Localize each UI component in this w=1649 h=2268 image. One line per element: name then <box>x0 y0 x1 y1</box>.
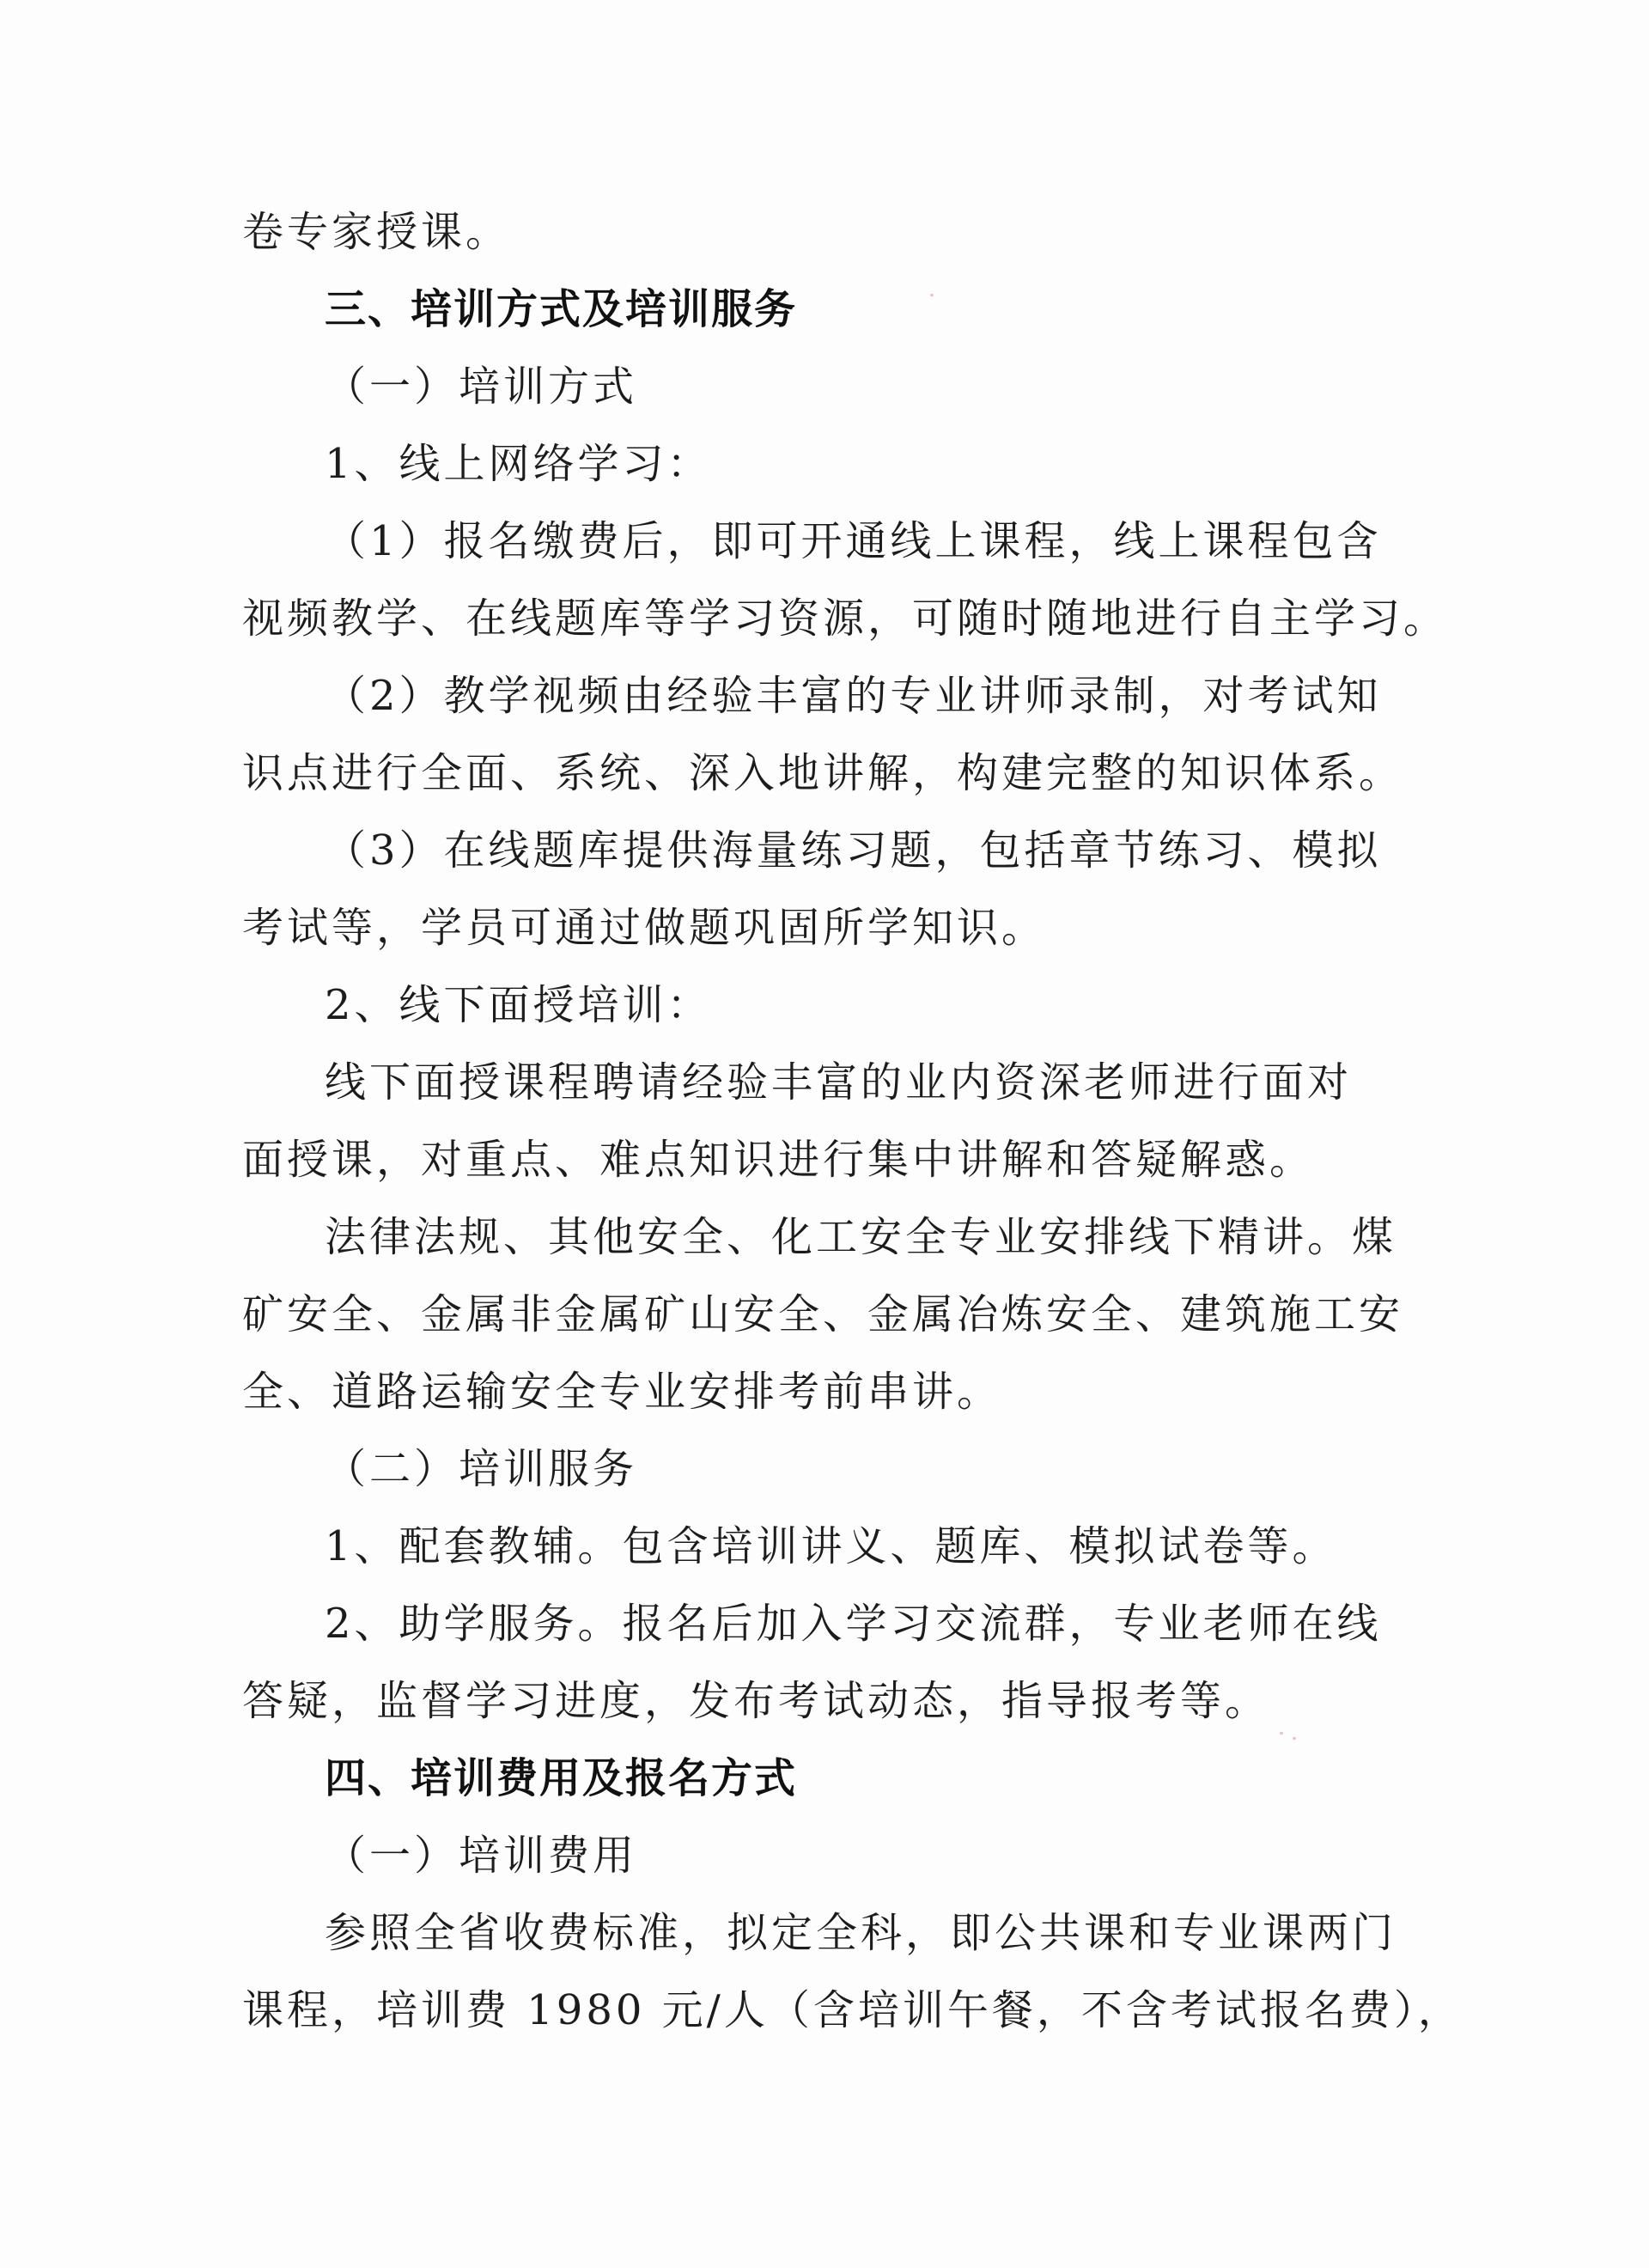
scan-speck <box>930 294 934 296</box>
paragraph-online-1-line-1: （1）报名缴费后，即可开通线上课程，线上课程包含 <box>325 517 1382 565</box>
paragraph-service-2-line-2: 答疑，监督学习进度，发布考试动态，指导报考等。 <box>242 1677 1270 1725</box>
scan-speck <box>1293 1737 1296 1740</box>
paragraph-specialties-line-3: 全、道路运输安全专业安排考前串讲。 <box>242 1368 1002 1416</box>
paragraph-specialties-line-1: 法律法规、其他安全、化工安全专业安排线下精讲。煤 <box>325 1213 1397 1261</box>
paragraph-fee-line-2: 课程，培训费 1980 元/人（含培训午餐，不含考试报名费）， <box>242 1986 1463 2034</box>
item-heading-offline-training: 2、线下面授培训： <box>325 981 712 1029</box>
paragraph-online-2-line-1: （2）教学视频由经验丰富的专业讲师录制，对考试知 <box>325 672 1382 720</box>
subsection-heading-training-fee: （一）培训费用 <box>325 1832 638 1880</box>
paragraph-offline-line-1: 线下面授课程聘请经验丰富的业内资深老师进行面对 <box>325 1058 1353 1107</box>
scan-speck <box>1280 1732 1283 1735</box>
paragraph-offline-line-2: 面授课，对重点、难点知识进行集中讲解和答疑解惑。 <box>242 1136 1315 1184</box>
section-heading-4: 四、培训费用及报名方式 <box>325 1754 798 1802</box>
paragraph-online-2-line-2: 识点进行全面、系统、深入地讲解，构建完整的知识体系。 <box>242 749 1404 797</box>
subsection-heading-training-service: （二）培训服务 <box>325 1445 638 1493</box>
paragraph-online-3-line-1: （3）在线题库提供海量练习题，包括章节练习、模拟 <box>325 826 1382 875</box>
paragraph-specialties-line-2: 矿安全、金属非金属矿山安全、金属冶炼安全、建筑施工安 <box>242 1290 1404 1338</box>
paragraph-online-3-line-2: 考试等，学员可通过做题巩固所学知识。 <box>242 904 1047 952</box>
section-heading-3: 三、培训方式及培训服务 <box>325 285 798 333</box>
item-heading-online-learning: 1、线上网络学习： <box>325 440 712 488</box>
paragraph-service-2-line-1: 2、助学服务。报名后加入学习交流群，专业老师在线 <box>325 1600 1382 1648</box>
paragraph-service-1: 1、配套教辅。包含培训讲义、题库、模拟试卷等。 <box>325 1522 1337 1570</box>
paragraph-online-1-line-2: 视频教学、在线题库等学习资源，可随时随地进行自主学习。 <box>242 594 1449 643</box>
paragraph-fee-line-1: 参照全省收费标准，拟定全科，即公共课和专业课两门 <box>325 1909 1397 1957</box>
paragraph-continuation: 卷专家授课。 <box>242 208 511 256</box>
subsection-heading-training-method: （一）培训方式 <box>325 363 638 411</box>
